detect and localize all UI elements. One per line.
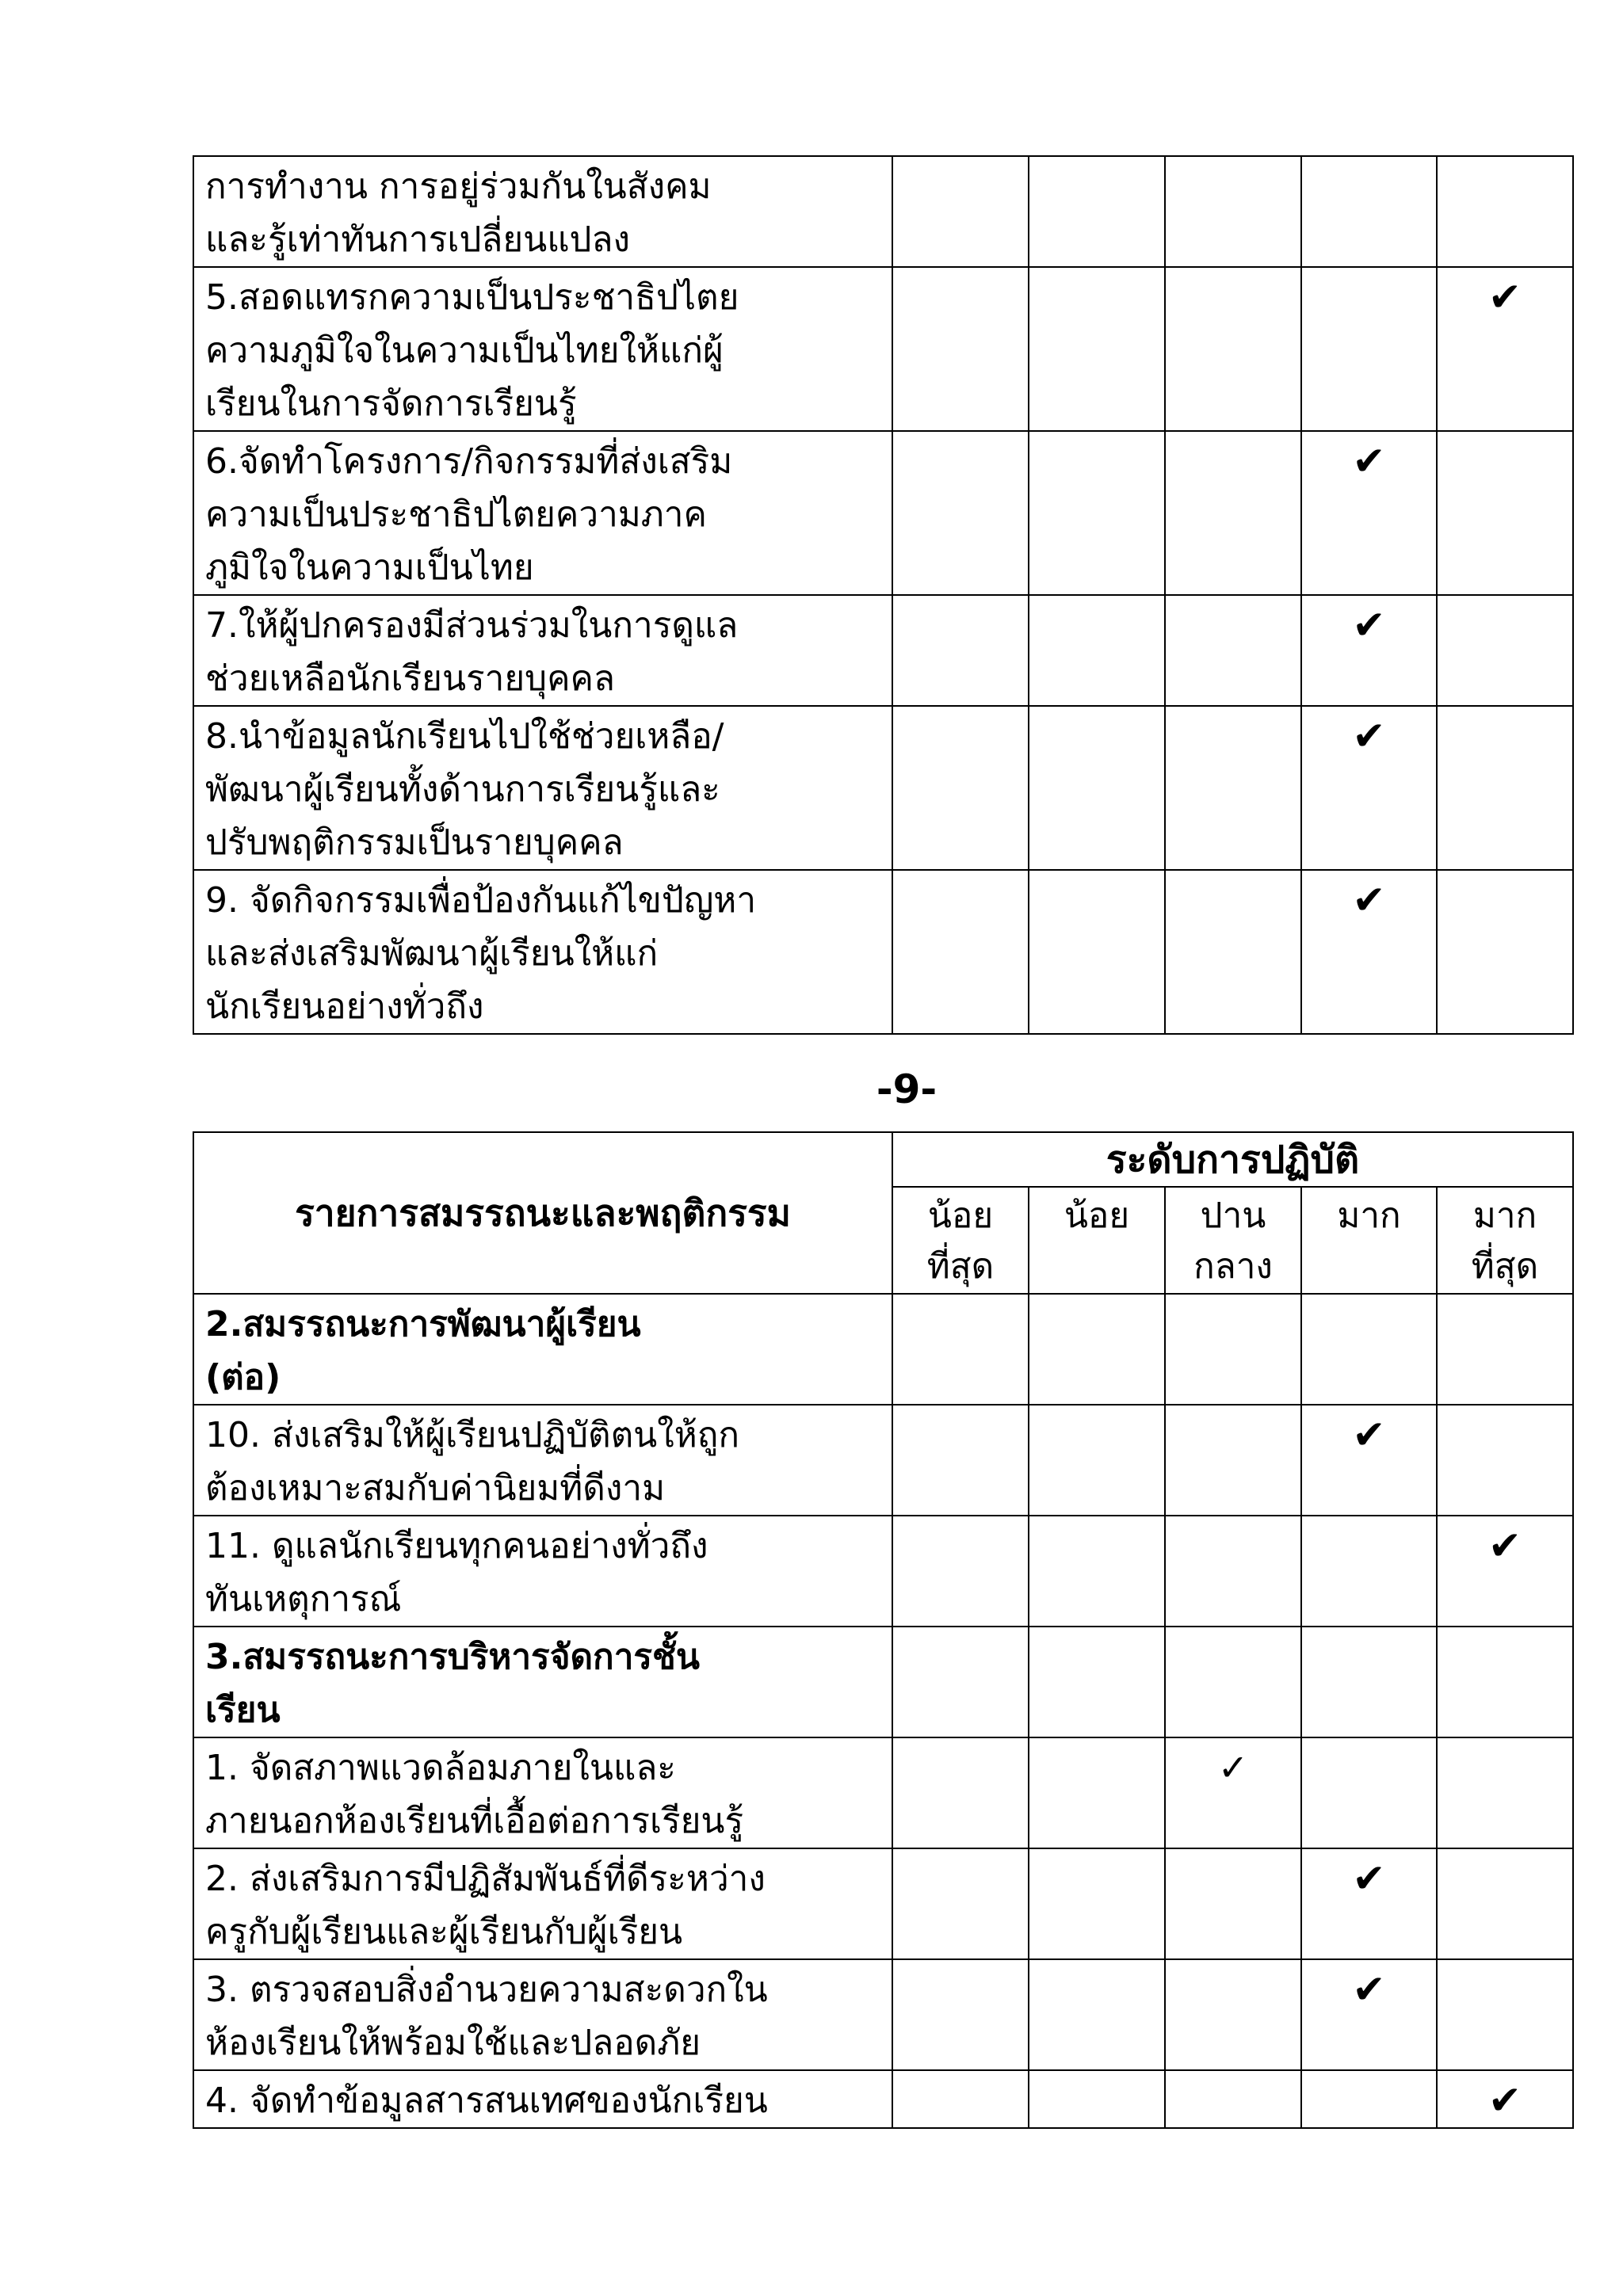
checkmark-icon: ✔ [1352, 602, 1386, 648]
competency-item [193, 1405, 892, 1516]
item-text-line: 7.ให้ผู้ปกครองมีส่วนร่วมในการดูแล [205, 605, 739, 646]
item-text-line: 2.สมรรถนะการพัฒนาผู้เรียน [205, 1304, 641, 1344]
competency-item [193, 1516, 892, 1627]
rating-cell [1437, 1737, 1573, 1848]
rating-cell [1437, 1405, 1573, 1516]
rating-cell [1301, 1627, 1437, 1737]
rating-cell [1165, 156, 1301, 267]
table-row [193, 1627, 1573, 1737]
item-text-line: เรียนในการจัดการเรียนรู้ [205, 383, 577, 424]
header-level-2 [1029, 1187, 1165, 1294]
rating-cell [1437, 1848, 1573, 1959]
item-text-line: ช่วยเหลือนักเรียนรายบุคคล [205, 658, 615, 699]
rating-cell [1437, 1294, 1573, 1405]
rating-cell [1437, 595, 1573, 706]
item-text-line: และส่งเสริมพัฒนาผู้เรียนให้แก่ [205, 933, 659, 974]
competency-item [193, 2070, 892, 2128]
item-text-line: ความภูมิใจในความเป็นไทยให้แก่ผู้ [205, 330, 724, 371]
table-row [193, 1405, 1573, 1516]
table-row [193, 431, 1573, 595]
rating-cell [1165, 1959, 1301, 2070]
item-text-line: 2. ส่งเสริมการมีปฏิสัมพันธ์ที่ดีระหว่าง [205, 1859, 766, 1899]
checkmark-icon: ✔ [1488, 1523, 1522, 1569]
checkmark-icon: ✓ [1217, 1746, 1249, 1789]
item-text-line: 3.สมรรถนะการบริหารจัดการชั้น [205, 1637, 700, 1677]
item-text-line: ต้องเหมาะสมกับค่านิยมที่ดีงาม [205, 1468, 666, 1508]
rating-cell [1029, 1405, 1165, 1516]
rating-cell [1301, 1294, 1437, 1405]
item-text-line: (ต่อ) [205, 1357, 281, 1398]
table-row [193, 706, 1573, 870]
rating-cell [892, 1516, 1029, 1627]
rating-cell [1029, 870, 1165, 1034]
table-row [193, 870, 1573, 1034]
rating-cell [1437, 1516, 1573, 1627]
rating-cell [892, 1848, 1029, 1959]
table-row [193, 1737, 1573, 1848]
rating-cell [892, 267, 1029, 431]
item-text-line: การทำงาน การอยู่ร่วมกันในสังคม [205, 166, 712, 207]
section-heading [193, 1627, 892, 1737]
item-text-line: ห้องเรียนให้พร้อมใช้และปลอดภัย [205, 2023, 701, 2063]
table-row [193, 156, 1573, 267]
rating-cell [1165, 2070, 1301, 2128]
rating-cell [1029, 1959, 1165, 2070]
rating-cell [892, 431, 1029, 595]
competency-item [193, 706, 892, 870]
header-level-3 [1165, 1187, 1301, 1294]
rating-cell [1165, 870, 1301, 1034]
item-text-line: ภายนอกห้องเรียนที่เอื้อต่อการเรียนรู้ [205, 1801, 744, 1841]
level-label-line: ที่สุด [926, 1246, 995, 1287]
item-text-line: ครูกับผู้เรียนและผู้เรียนกับผู้เรียน [205, 1912, 683, 1952]
header-level-1 [892, 1187, 1029, 1294]
checkmark-icon: ✔ [1352, 1412, 1386, 1458]
rating-cell [1301, 1405, 1437, 1516]
competency-item [193, 156, 892, 267]
rating-cell [1165, 1848, 1301, 1959]
rating-cell [1029, 595, 1165, 706]
level-label-line: น้อย [1064, 1196, 1130, 1236]
checkmark-icon: ✔ [1488, 2077, 1522, 2123]
header-level-4 [1301, 1187, 1437, 1294]
header-level-group: ระดับการปฏิบัติ [892, 1132, 1573, 1187]
rating-cell [1165, 1737, 1301, 1848]
competency-item [193, 267, 892, 431]
table-row [193, 1516, 1573, 1627]
rating-cell [892, 1627, 1029, 1737]
item-text-line: และรู้เท่าทันการเปลี่ยนแปลง [205, 219, 630, 260]
rating-cell [1029, 156, 1165, 267]
rating-cell [1029, 1627, 1165, 1737]
item-text-line: ภูมิใจในความเป็นไทย [205, 547, 534, 588]
rating-cell [1301, 1737, 1437, 1848]
item-text-line: เรียน [205, 1690, 281, 1730]
competency-table-continued [193, 155, 1574, 1035]
rating-cell [1029, 1294, 1165, 1405]
table-row [193, 1959, 1573, 2070]
rating-cell [1029, 431, 1165, 595]
item-text-line: 10. ส่งเสริมให้ผู้เรียนปฏิบัติตนให้ถูก [205, 1415, 740, 1455]
rating-cell [1301, 595, 1437, 706]
page-number: -9- [876, 1066, 938, 1112]
rating-cell [1165, 1516, 1301, 1627]
rating-cell [892, 2070, 1029, 2128]
rating-cell [1301, 1516, 1437, 1627]
item-text-line: ทันเหตุการณ์ [205, 1579, 402, 1619]
item-text-line: 1. จัดสภาพแวดล้อมภายในและ [205, 1748, 676, 1788]
item-text-line: ความเป็นประชาธิปไตยความภาค [205, 494, 707, 535]
rating-cell [892, 870, 1029, 1034]
item-text-line: 6.จัดทำโครงการ/กิจกรรมที่ส่งเสริม [205, 441, 733, 482]
rating-cell [892, 595, 1029, 706]
checkmark-icon: ✔ [1352, 1855, 1386, 1901]
item-text-line: 3. ตรวจสอบสิ่งอำนวยความสะดวกใน [205, 1970, 768, 2010]
rating-cell [892, 1405, 1029, 1516]
rating-cell [892, 1737, 1029, 1848]
table-row [193, 2070, 1573, 2128]
table-row [193, 1294, 1573, 1405]
competency-item [193, 595, 892, 706]
rating-cell [1165, 1627, 1301, 1737]
rating-cell [1437, 431, 1573, 595]
checkmark-icon: ✔ [1352, 713, 1386, 759]
level-label-line: ปาน [1200, 1196, 1266, 1236]
competency-item [193, 431, 892, 595]
item-text-line: พัฒนาผู้เรียนทั้งด้านการเรียนรู้และ [205, 769, 720, 810]
competency-item [193, 1959, 892, 2070]
rating-cell [892, 1294, 1029, 1405]
rating-cell [1029, 1516, 1165, 1627]
rating-cell [1301, 156, 1437, 267]
rating-cell [1437, 1627, 1573, 1737]
checkmark-icon: ✔ [1352, 438, 1386, 484]
rating-cell [1029, 706, 1165, 870]
item-text-line: 5.สอดแทรกความเป็นประชาธิปไตย [205, 277, 739, 318]
checkmark-icon: ✔ [1352, 1966, 1386, 2012]
section-heading [193, 1294, 892, 1405]
level-label-line: ที่สุด [1471, 1246, 1539, 1287]
rating-cell [1437, 2070, 1573, 2128]
rating-cell [892, 156, 1029, 267]
competency-item [193, 870, 892, 1034]
item-text-line: นักเรียนอย่างทั่วถึง [205, 986, 484, 1027]
rating-cell [1301, 267, 1437, 431]
rating-cell [1165, 267, 1301, 431]
rating-cell [1165, 1405, 1301, 1516]
header-item-column: รายการสมรรถนะและพฤติกรรม [193, 1132, 892, 1294]
level-label-line: มาก [1337, 1196, 1401, 1236]
rating-cell [1165, 595, 1301, 706]
rating-cell [1165, 706, 1301, 870]
item-text-line: ปรับพฤติกรรมเป็นรายบุคคล [205, 822, 624, 863]
rating-cell [1301, 870, 1437, 1034]
rating-cell [1437, 267, 1573, 431]
level-label-line: กลาง [1193, 1246, 1273, 1287]
rating-cell [1165, 431, 1301, 595]
header-level-5 [1437, 1187, 1573, 1294]
table-row [193, 595, 1573, 706]
rating-cell [1437, 870, 1573, 1034]
table-row [193, 1848, 1573, 1959]
rating-cell [1437, 1959, 1573, 2070]
competency-evaluation-table [193, 1131, 1574, 2129]
rating-cell [1437, 706, 1573, 870]
rating-cell [1165, 1294, 1301, 1405]
rating-cell [1301, 431, 1437, 595]
rating-cell [1301, 1959, 1437, 2070]
table-row [193, 267, 1573, 431]
item-text-line: 8.นำข้อมูลนักเรียนไปใช้ช่วยเหลือ/ [205, 716, 724, 757]
item-text-line: 9. จัดกิจกรรมเพื่อป้องกันแก้ไขปัญหา [205, 880, 757, 921]
rating-cell [1029, 267, 1165, 431]
rating-cell [1029, 1848, 1165, 1959]
rating-cell [892, 1959, 1029, 2070]
rating-cell [1437, 156, 1573, 267]
item-text-line: 4. จัดทำข้อมูลสารสนเทศของนักเรียน [205, 2081, 768, 2121]
level-label-line: น้อย [927, 1196, 994, 1236]
rating-cell [1301, 1848, 1437, 1959]
competency-item [193, 1737, 892, 1848]
competency-item [193, 1848, 892, 1959]
checkmark-icon: ✔ [1488, 274, 1522, 320]
level-label-line: มาก [1472, 1196, 1537, 1236]
rating-cell [1029, 2070, 1165, 2128]
checkmark-icon: ✔ [1352, 877, 1386, 923]
rating-cell [1029, 1737, 1165, 1848]
rating-cell [1301, 706, 1437, 870]
item-text-line: 11. ดูแลนักเรียนทุกคนอย่างทั่วถึง [205, 1526, 708, 1566]
rating-cell [1301, 2070, 1437, 2128]
rating-cell [892, 706, 1029, 870]
